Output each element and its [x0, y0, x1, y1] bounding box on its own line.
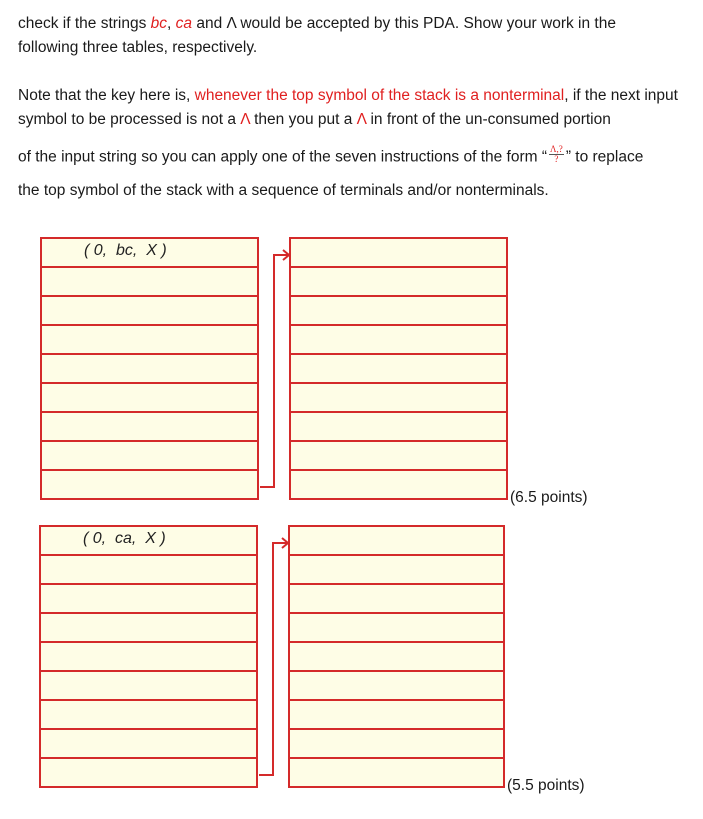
lambda-symbol: Λ [226, 15, 237, 32]
lambda-symbol: Λ [240, 111, 250, 128]
intro-text-3: and [192, 15, 227, 32]
table-row[interactable] [290, 643, 503, 672]
table-row[interactable] [41, 672, 256, 701]
table-row[interactable] [41, 614, 256, 643]
table-row[interactable] [290, 730, 503, 759]
fraction-numerator: Λ,? [550, 144, 563, 154]
table-row[interactable] [41, 730, 256, 759]
note-line-4 [18, 182, 549, 200]
lambda-symbol: Λ [356, 111, 367, 128]
table1-first-config: ( 0, bc, X ) [84, 242, 167, 259]
table-row[interactable] [41, 701, 256, 730]
table-row[interactable] [291, 384, 506, 413]
table-row[interactable] [291, 239, 506, 268]
table-row[interactable] [290, 614, 503, 643]
table-row[interactable] [290, 759, 503, 788]
table-row[interactable] [42, 326, 257, 355]
table-row[interactable] [41, 759, 256, 788]
table-row[interactable] [290, 556, 503, 585]
table-row[interactable] [42, 471, 257, 500]
note-paragraph [18, 84, 678, 132]
note-line-3 [18, 144, 644, 167]
note-text-2: , if the next input symbol to be processed is not a [18, 87, 678, 128]
table-row[interactable] [291, 355, 506, 384]
table-row[interactable] [42, 442, 257, 471]
note-text-5a: of the input string so you can apply one of the seven instructions of the form “ [18, 148, 548, 166]
string-bc: bc [150, 15, 168, 32]
table-row[interactable] [41, 643, 256, 672]
table-row[interactable] [291, 268, 506, 297]
fraction-denominator: ? [554, 154, 559, 164]
table-row[interactable] [291, 442, 506, 471]
note-highlight: whenever the top symbol of the stack is a nonterminal [194, 87, 565, 104]
table-row[interactable] [41, 556, 256, 585]
table-row[interactable] [42, 384, 257, 413]
continue-arrow-icon [256, 237, 292, 492]
table-row[interactable] [42, 413, 257, 442]
note-text-6: the top symbol of the stack with a sequence of terminals and/or nonterminals. [18, 182, 549, 199]
table1-left [40, 237, 259, 500]
table-row[interactable] [290, 672, 503, 701]
note-text-5b: ” to replace [565, 148, 644, 166]
intro-text-2: , [167, 15, 176, 32]
table-row[interactable] [291, 326, 506, 355]
intro-paragraph [18, 12, 678, 60]
note-text-4: in front of the un-consumed portion [366, 111, 611, 128]
table-row[interactable] [42, 355, 257, 384]
intro-text-1: check if the strings [18, 15, 151, 32]
string-ca: ca [175, 15, 193, 32]
table-row[interactable] [291, 413, 506, 442]
table-row[interactable] [290, 585, 503, 614]
note-text-1: Note that the key here is, [18, 87, 195, 104]
table-row[interactable] [290, 527, 503, 556]
table2-left [39, 525, 258, 788]
table-row[interactable] [42, 239, 257, 268]
table-row[interactable] [42, 268, 257, 297]
table-row[interactable] [41, 527, 256, 556]
table-row[interactable] [291, 297, 506, 326]
note-text-3: then you put a [249, 111, 357, 128]
table-row[interactable] [41, 585, 256, 614]
table-row[interactable] [290, 701, 503, 730]
table2-right [288, 525, 505, 788]
instruction-fraction [549, 145, 564, 164]
table-row[interactable] [42, 297, 257, 326]
intro-text-4: would be accepted by this PDA. Show your work in the following three tables, respectively. [18, 15, 616, 56]
table2-points: (5.5 points) [507, 777, 585, 794]
table1-points: (6.5 points) [510, 489, 588, 506]
table2-first-config: ( 0, ca, X ) [83, 530, 166, 547]
continue-arrow-icon [255, 525, 291, 780]
table-row[interactable] [291, 471, 506, 500]
table1-right [289, 237, 508, 500]
